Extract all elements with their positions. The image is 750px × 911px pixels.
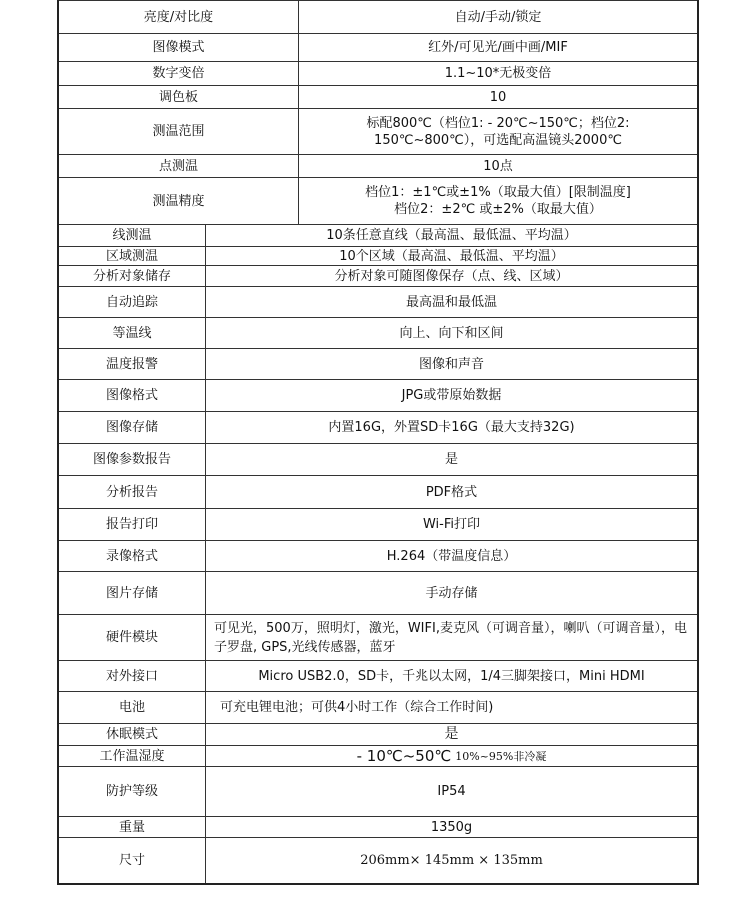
spec-row-temp-range — [59, 108, 697, 154]
spec-row-picture-storage — [59, 571, 697, 614]
row-value: 分析对象可随图像保存（点、线、区域） — [334, 268, 569, 284]
row-label: 分析对象储存 — [59, 266, 206, 286]
humidity-range: 10%~95%非冷凝 — [455, 749, 547, 763]
row-value: 自动/手动/锁定 — [454, 9, 542, 25]
accuracy-line-2: 档位2：±2℃ 或±2%（取最大值） — [394, 202, 602, 217]
row-value: IP54 — [437, 784, 466, 799]
row-label: 分析报告 — [59, 476, 206, 508]
spec-row-line-measure — [59, 224, 697, 246]
row-label: 重量 — [59, 817, 206, 837]
row-value: 标配800℃（档位1: - 20℃~150℃；档位2: 150℃~800℃），可选配高温镜头2000℃ — [366, 115, 630, 148]
spec-row-temp-alarm — [59, 348, 697, 379]
spec-row-work-env — [59, 745, 697, 766]
row-value: 1350g — [430, 819, 473, 835]
spec-row-report-print — [59, 508, 697, 540]
row-label: 等温线 — [59, 318, 206, 348]
row-label: 硬件模块 — [59, 615, 206, 660]
spec-row-auto-track — [59, 286, 697, 317]
row-label: 数字变倍 — [59, 62, 299, 85]
row-label: 对外接口 — [59, 661, 206, 691]
row-label: 测温精度 — [59, 178, 299, 224]
row-label: 尺寸 — [59, 838, 206, 883]
row-value: 内置16G，外置SD卡16G（最大支持32G) — [328, 420, 575, 435]
row-label: 报告打印 — [59, 509, 206, 540]
row-label: 防护等级 — [59, 767, 206, 816]
spec-row-hardware — [59, 614, 697, 660]
row-value: 206mm× 145mm × 135mm — [360, 853, 543, 868]
spec-row-brightness — [59, 0, 697, 33]
row-label: 温度报警 — [59, 349, 206, 379]
spec-row-video-format — [59, 540, 697, 571]
row-label: 电池 — [59, 692, 206, 723]
row-label: 录像格式 — [59, 541, 206, 571]
row-value — [206, 746, 697, 766]
row-value: Wi-Fi打印 — [422, 517, 480, 532]
row-label: 休眠模式 — [59, 724, 206, 745]
spec-table — [57, 0, 699, 885]
spec-row-digital-zoom — [59, 61, 697, 85]
row-label: 区域测温 — [59, 247, 206, 265]
spec-row-spot-measure — [59, 154, 697, 177]
spec-row-image-format — [59, 379, 697, 411]
row-label: 图像参数报告 — [59, 444, 206, 475]
row-label: 测温范围 — [59, 109, 299, 154]
spec-row-interfaces — [59, 660, 697, 691]
row-value: 红外/可见光/画中画/MIF — [428, 40, 568, 55]
row-value: 1.1~10*无极变倍 — [444, 66, 552, 81]
row-value: H.264（带温度信息） — [386, 548, 517, 564]
spec-row-area-measure — [59, 246, 697, 265]
spec-row-palette — [59, 85, 697, 108]
row-value: 10个区域（最高温、最低温、平均温） — [339, 248, 564, 264]
row-value: 是 — [444, 452, 458, 467]
spec-row-isotherm — [59, 317, 697, 348]
row-value: 手动存储 — [425, 585, 478, 601]
row-value: 可见光，500万，照明灯，激光，WIFI,麦克风（可调音量），喇叭（可调音量），电子罗盘, GPS,光线传感器，蓝牙 — [214, 620, 687, 655]
row-label: 图像模式 — [59, 34, 299, 61]
spec-row-accuracy — [59, 177, 697, 224]
row-label: 自动追踪 — [59, 287, 206, 317]
spec-row-image-storage — [59, 411, 697, 443]
spec-row-battery — [59, 691, 697, 723]
spec-row-dimensions — [59, 837, 697, 883]
row-label: 线测温 — [59, 225, 206, 246]
row-value: 可充电锂电池；可供4小时工作（综合工作时间) — [220, 700, 494, 715]
spec-row-protection — [59, 766, 697, 816]
spec-table-grid — [57, 0, 699, 885]
row-value: JPG或带原始数据 — [401, 388, 502, 403]
row-label: 图片存储 — [59, 572, 206, 614]
spec-row-image-mode — [59, 33, 697, 61]
row-value: 是 — [444, 726, 459, 742]
temperature-range: - 10℃~50℃ — [356, 746, 452, 765]
row-value: 向上、向下和区间 — [399, 325, 504, 341]
row-value: 10 — [489, 89, 507, 105]
row-label: 点测温 — [59, 155, 299, 177]
spec-row-analysis-report — [59, 475, 697, 508]
spec-row-weight — [59, 816, 697, 837]
row-value: 10条任意直线（最高温、最低温、平均温） — [326, 228, 577, 243]
spec-row-sleep-mode — [59, 723, 697, 745]
row-label: 调色板 — [59, 86, 299, 108]
row-label: 图像存储 — [59, 412, 206, 443]
row-value: 10点 — [483, 158, 513, 174]
spec-row-param-report — [59, 443, 697, 475]
row-label: 亮度/对比度 — [59, 1, 299, 33]
row-label: 工作温湿度 — [59, 746, 206, 766]
row-value: PDF格式 — [425, 484, 478, 500]
spec-row-analysis-storage — [59, 265, 697, 286]
row-value — [299, 178, 697, 224]
row-value: 最高温和最低温 — [405, 294, 497, 310]
row-value: 图像和声音 — [418, 356, 484, 372]
row-label: 图像格式 — [59, 380, 206, 411]
row-value: Micro USB2.0，SD卡，千兆以太网，1/4三脚架接口，Mini HDMI — [258, 668, 645, 684]
accuracy-line-1: 档位1：±1℃或±1%（取最大值）[限制温度] — [365, 185, 631, 200]
